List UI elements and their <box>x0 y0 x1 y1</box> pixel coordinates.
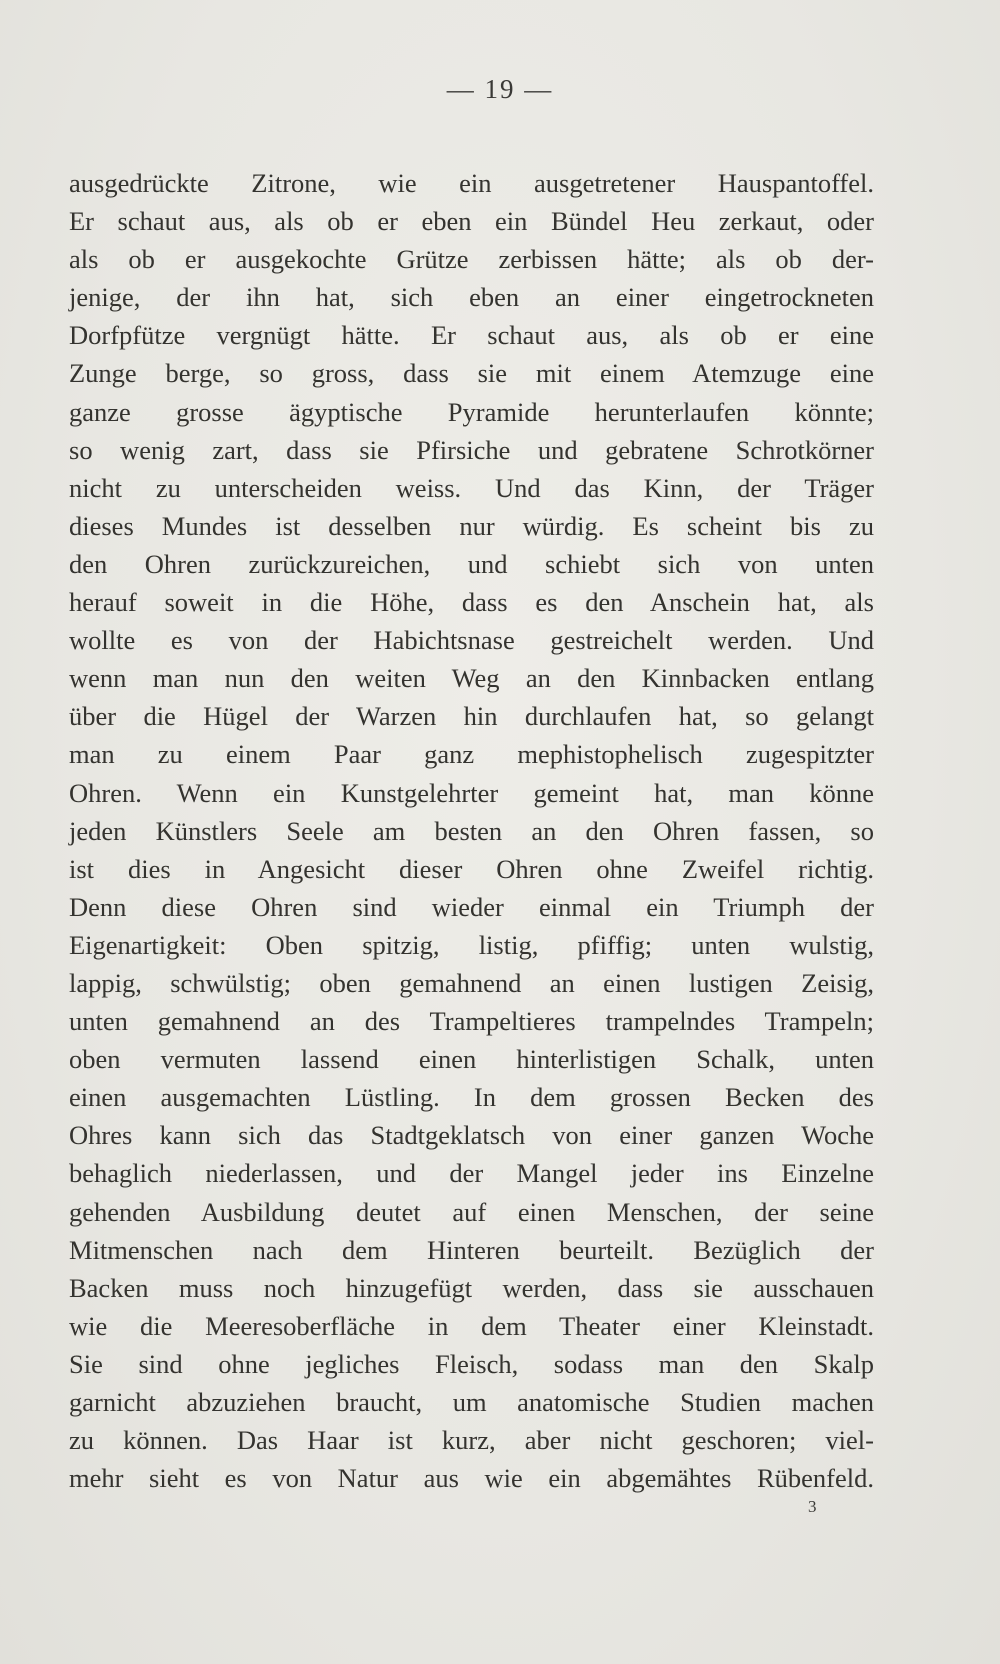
text-line: mehr sieht es von Natur aus wie ein abgemähtes Rübenfeld. <box>69 1463 874 1494</box>
page-number: — 19 — <box>446 74 554 104</box>
text-line: unten gemahnend an des Trampeltieres trampelndes Trampeln; <box>69 1006 874 1037</box>
text-line: oben vermuten lassend einen hinterlistigen Schalk, unten <box>69 1044 874 1075</box>
text-line: lappig, schwülstig; oben gemahnend an einen lustigen Zeisig, <box>69 967 874 998</box>
text-line: zu können. Das Haar ist kurz, aber nicht geschoren; viel- <box>69 1425 874 1456</box>
text-line: jeden Künstlers Seele am besten an den Ohren fassen, so <box>69 815 874 846</box>
text-line: einen ausgemachten Lüstling. In dem grossen Becken des <box>69 1082 874 1113</box>
text-line: Ohres kann sich das Stadtgeklatsch von einer ganzen Woche <box>69 1120 874 1151</box>
text-line: dieses Mundes ist desselben nur würdig. Es scheint bis zu <box>69 510 874 541</box>
text-line: ausgedrückte Zitrone, wie ein ausgetretener Hauspantoffel. <box>69 168 874 198</box>
text-line: Mitmenschen nach dem Hinteren beurteilt. Bezüglich der <box>69 1234 874 1265</box>
text-line: Backen muss noch hinzugefügt werden, dass sie ausschauen <box>69 1272 874 1303</box>
text-line: gehenden Ausbildung deutet auf einen Menschen, der seine <box>69 1196 874 1227</box>
text-line: man zu einem Paar ganz mephistophelisch zugespitzter <box>69 739 874 770</box>
text-line: Ohren. Wenn ein Kunstgelehrter gemeint hat, man könne <box>69 777 874 808</box>
text-line: wollte es von der Habichtsnase gestreichelt werden. Und <box>69 625 874 656</box>
text-line: Dorfpfütze vergnügt hätte. Er schaut aus, als ob er eine <box>69 320 874 351</box>
text-line: Eigenartigkeit: Oben spitzig, listig, pfiffig; unten wulstig, <box>69 929 874 960</box>
printer-signature-mark: 3 <box>808 1497 817 1516</box>
text-line: ist dies in Angesicht dieser Ohren ohne Zweifel richtig. <box>69 853 874 884</box>
text-line: ganze grosse ägyptische Pyramide herunterlaufen könnte; <box>69 396 874 427</box>
text-line: jenige, der ihn hat, sich eben an einer eingetrockneten <box>69 282 874 313</box>
text-line: wie die Meeresoberfläche in dem Theater einer Kleinstadt. <box>69 1310 874 1341</box>
text-line: als ob er ausgekochte Grütze zerbissen hätte; als ob der- <box>69 244 874 275</box>
text-line: Denn diese Ohren sind wieder einmal ein Triumph der <box>69 891 874 922</box>
text-line: herauf soweit in die Höhe, dass es den Anschein hat, als <box>69 587 874 618</box>
text-line: wenn man nun den weiten Weg an den Kinnbacken entlang <box>69 663 874 694</box>
text-line: über die Hügel der Warzen hin durchlaufen hat, so gelangt <box>69 701 874 732</box>
text-line: Zunge berge, so gross, dass sie mit einem Atemzuge eine <box>69 358 874 389</box>
text-line: den Ohren zurückzureichen, und schiebt sich von unten <box>69 548 874 579</box>
text-line: so wenig zart, dass sie Pfirsiche und gebratene Schrotkörner <box>69 434 874 465</box>
text-line: Sie sind ohne jegliches Fleisch, sodass man den Skalp <box>69 1348 874 1379</box>
body-text <box>69 164 874 1497</box>
text-line: nicht zu unterscheiden weiss. Und das Kinn, der Träger <box>69 472 874 503</box>
text-line: Er schaut aus, als ob er eben ein Bündel Heu zerkaut, oder <box>69 206 874 237</box>
text-line: garnicht abzuziehen braucht, um anatomische Studien machen <box>69 1387 874 1417</box>
text-line: behaglich niederlassen, und der Mangel jeder ins Einzelne <box>69 1158 874 1189</box>
